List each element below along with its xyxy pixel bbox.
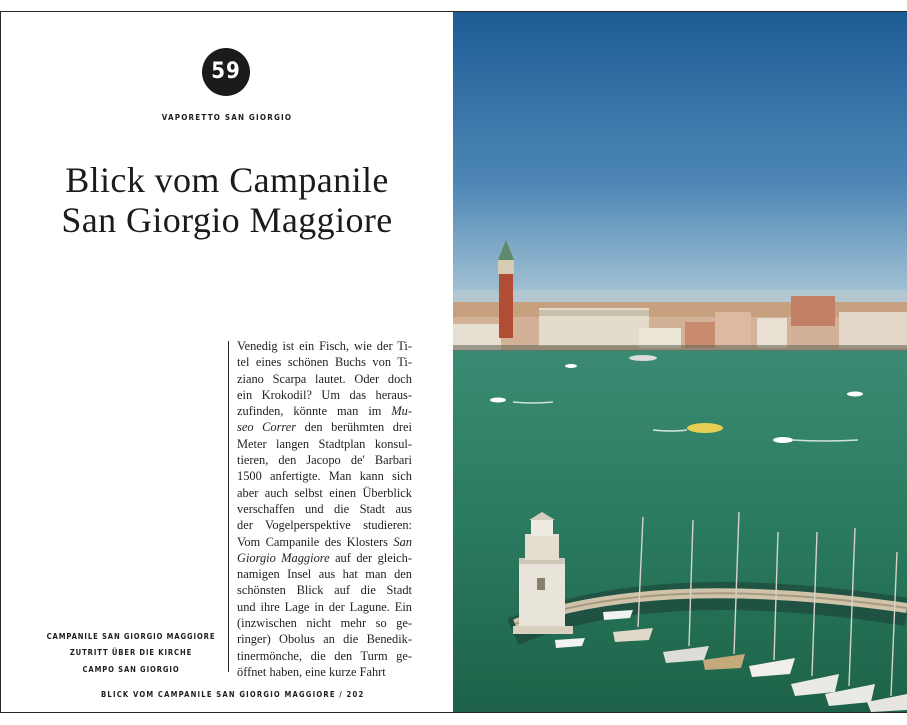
campanile-san-marco [498,240,514,338]
body-line: (inzwischen nicht mehr so ge- [237,616,412,631]
info-line: CAMPANILE SAN GIORGIO MAGGIORE [46,632,216,641]
italic-reference: San [393,534,412,549]
body-line: ringer) Obolus an die Benedik- [237,632,412,647]
body-line: schönsten Blick auf die Stadt [237,583,412,598]
haze-band [453,290,907,304]
info-line: CAMPO SAN GIORGIO [82,664,180,674]
italic-reference: seo Correr [237,420,297,435]
body-line: aber auch selbst einen Überblick [237,485,412,500]
vertical-rule [228,341,229,672]
page-border-bottom [0,712,907,713]
location-kicker: VAPORETTO SAN GIORGIO [161,113,293,122]
body-line: ein Krokodil? Um das heraus- [237,387,412,402]
body-text [237,338,412,680]
body-line: 1500 anfertigte. Man kann sich [237,469,412,484]
body-line: tieren, den Jacopo de' Barbari [237,453,412,468]
chapter-title-line-1: Blick vom Campanile [65,160,389,200]
body-line: Meter langen Stadtplan konsul- [237,436,412,451]
italic-reference: Mu- [391,404,412,419]
body-line: tinermönche, die den Turm ge- [237,648,412,663]
body-line: tel eines schönen Buchs von Ti- [237,355,412,370]
body-line: namigen Insel aus hat man den [237,567,412,582]
italic-reference: Giorgio Maggiore [237,550,330,565]
body-line: verschaffen und die Stadt aus [237,501,412,516]
left-page [1,12,453,712]
chapter-title [11,160,443,240]
body-line: seo Correr den berühmten drei [237,420,412,435]
chapter-title-line-2: San Giorgio Maggiore [61,200,393,240]
sky [453,12,907,302]
body-line: öffnet haben, eine kurze Fahrt [237,664,386,679]
running-footer: BLICK VOM CAMPANILE SAN GIORGIO MAGGIORE / 202 [101,690,365,699]
chapter-number-badge: 59 [202,48,250,96]
body-line: ziano Scarpa lautet. Oder doch [237,371,412,386]
body-line: zufinden, könnte man im Mu- [237,404,412,419]
body-line: Venedig ist ein Fisch, wie der Ti- [237,339,412,353]
info-line: ZUTRITT ÜBER DIE KIRCHE [69,648,193,658]
venice-photo [453,12,907,712]
city-skyline [453,296,907,351]
body-line: und ihre Lage in der Lagune. Ein [237,599,412,614]
body-line: Giorgio Maggiore auf der gleich- [237,550,412,565]
photo-illustration [453,12,907,712]
visitor-info [31,629,231,678]
body-line: der Vogelperspektive studieren: [237,518,412,533]
body-line: Vom Campanile des Klosters San [237,534,412,549]
